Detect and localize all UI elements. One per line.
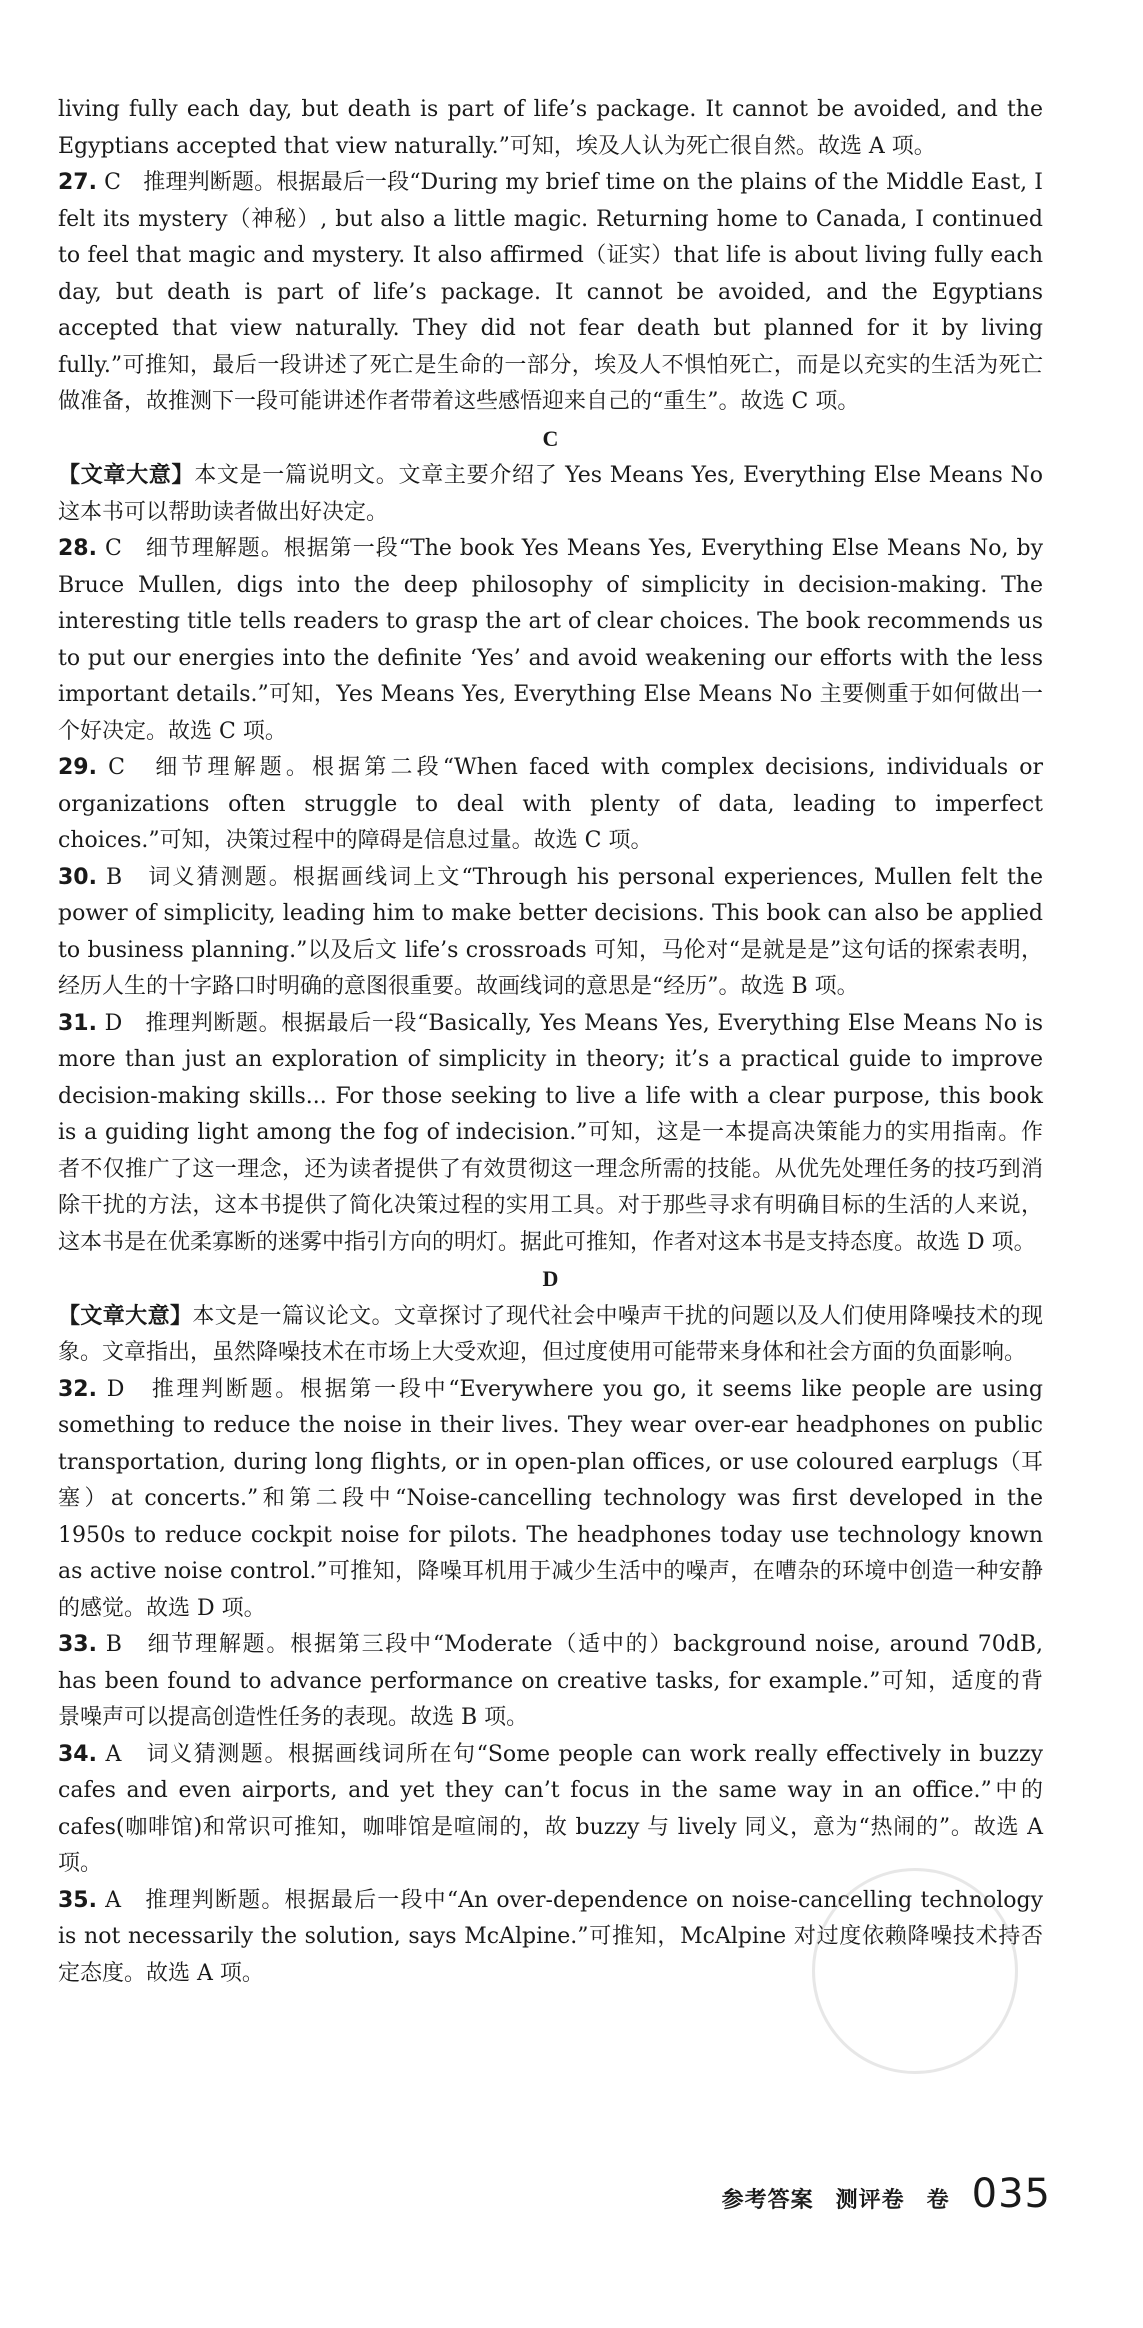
answer-28 (58, 531, 1043, 750)
answer-text: C 推理判断题。根据最后一段“During my brief time on the plains of the Middle East, I felt its mystery（神秘）, but also a little magic. Returning home to Canada, I continued to feel that magic and mystery. It also affirmed（证实）that life is about living fully each day, but death is part of life’s package. It cannot be avoided, and the Egyptians accepted that view naturally. They did not fear death but planned for it by living fully.”可推知，最后一段讲述了死亡是生命的一部分，埃及人不惧怕死亡，而是以充实的生活为死亡做准备，故推测下一段可能讲述作者带着这些感悟迎来自己的“重生”。故选 C 项。 (58, 170, 1043, 414)
summary-d (58, 1298, 1043, 1372)
footer-label-test: 测评卷 (835, 2188, 905, 2213)
question-number: 34. (58, 1741, 97, 1767)
answer-27 (58, 165, 1043, 421)
answer-32 (58, 1372, 1043, 1628)
question-number: 27. (58, 170, 97, 195)
answer-text: C 细节理解题。根据第二段“When faced with complex decisions, individuals or organizations often struggle to deal with plenty of data, leading to imperfect choices.”可知，决策过程中的障碍是信息过量。故选 C 项。 (58, 755, 1043, 853)
answer-text: D 推理判断题。根据第一段中“Everywhere you go, it seems like people are using something to reduce the noise in their lives. They wear over-ear headphones on public transportation, during long flights, or in open-plan offices, or use coloured earplugs（耳塞）at concerts.”和第二段中“Noise-cancelling technology was first developed in the 1950s to reduce cockpit noise for pilots. The headphones today use technology known as active noise control.”可推知，降噪耳机用于减少生活中的噪声，在嘈杂的环境中创造一种安静的感觉。故选 D 项。 (58, 1376, 1043, 1621)
summary-tag: 【文章大意】 (58, 462, 195, 488)
answer-31 (58, 1006, 1043, 1262)
question-number: 30. (58, 864, 97, 890)
summary-text: 本文是一篇说明文。文章主要介绍了 Yes Means Yes, Everything Else Means No 这本书可以帮助读者做出好决定。 (58, 463, 1043, 525)
answer-34 (58, 1737, 1043, 1883)
footer-label-answers: 参考答案 (721, 2188, 814, 2213)
page-number: 035 (971, 2171, 1051, 2217)
answer-text: C 细节理解题。根据第一段“The book Yes Means Yes, Everything Else Means No, by Bruce Mullen, digs into the deep philosophy of simplicity in decision-making. The interesting title tells readers to grasp the art of clear choices. The book recommends us to put our energies into the definite ‘Yes’ and avoid weakening our efforts with the less important details.”可知，Yes Means Yes, Everything Else Means No 主要侧重于如何做出一个好决定。故选 C 项。 (58, 536, 1043, 744)
section-heading-c: C (542, 425, 559, 451)
paragraph-continued: living fully each day, but death is part of life’s package. It cannot be avoided, and the Egyptians accepted that view naturally.”可知，埃及人认为死亡很自然。故选 A 项。 (58, 97, 1043, 159)
answer-text: A 词义猜测题。根据画线词所在句“Some people can work really effectively in buzzy cafes and even airports, and yet they can’t focus in the same way in an office.”中的 cafes(咖啡馆)和常识可推知，咖啡馆是喧闹的，故 buzzy 与 lively 同义，意为“热闹的”。故选 A 项。 (58, 1741, 1043, 1876)
question-number: 33. (58, 1632, 97, 1657)
question-number: 31. (58, 1010, 97, 1036)
summary-text: 本文是一篇议论文。文章探讨了现代社会中噪声干扰的问题以及人们使用降噪技术的现象。文章指出，虽然降噪技术在市场上大受欢迎，但过度使用可能带来身体和社会方面的负面影响。 (58, 1303, 1043, 1365)
answer-text: A 推理判断题。根据最后一段中“An over-dependence on noise-cancelling technology is not necessarily the solution, says McAlpine.”可推知，McAlpine 对过度依赖降噪技术持否定态度。故选 A 项。 (58, 1887, 1043, 1986)
section-heading-d: D (542, 1266, 559, 1291)
summary-c (58, 457, 1043, 531)
question-number: 28. (58, 536, 97, 561)
summary-tag: 【文章大意】 (58, 1302, 193, 1329)
question-number: 29. (58, 755, 97, 780)
faint-stamp-watermark (812, 1868, 1018, 2074)
answer-text: D 推理判断题。根据最后一段“Basically, Yes Means Yes, Everything Else Means No is more than just an exploration of simplicity in theory; it’s a practical guide to improve decision-making skills... For those seeking to live a life with a clear purpose, this book is a guiding light among the fog of indecision.”可知，这是一本提高决策能力的实用指南。作者不仅推广了这一理念，还为读者提供了有效贯彻这一理念所需的技能。从优先处理任务的技巧到消除干扰的方法，这本书提供了简化决策过程的实用工具。对于那些寻求有明确目标的生活的人来说，这本书是在优柔寡断的迷雾中指引方向的明灯。据此可推知，作者对这本书是支持态度。故选 D 项。 (58, 1010, 1043, 1255)
answer-29 (58, 750, 1043, 860)
question-number: 35. (58, 1887, 97, 1913)
answer-text: B 细节理解题。根据第三段中“Moderate（适中的）background noise, around 70dB, has been found to advance performance on creative tasks, for example.”可知，适度的背景噪声可以提高创造性任务的表现。故选 B 项。 (58, 1632, 1043, 1730)
question-number: 32. (58, 1376, 97, 1402)
footer-label-volume: 卷 (926, 2188, 950, 2213)
answer-30 (58, 860, 1043, 1006)
answer-text: B 词义猜测题。根据画线词上文“Through his personal experiences, Mullen felt the power of simplicity, leading him to make better decisions. This book can also be applied to business planning.”以及后文 life’s crossroads 可知，马伦对“是就是是”这句话的探索表明，经历人生的十字路口时明确的意图很重要。故画线词的意思是“经历”。故选 B 项。 (58, 864, 1043, 999)
page-footer (0, 2170, 1143, 2217)
answer-33 (58, 1627, 1043, 1737)
